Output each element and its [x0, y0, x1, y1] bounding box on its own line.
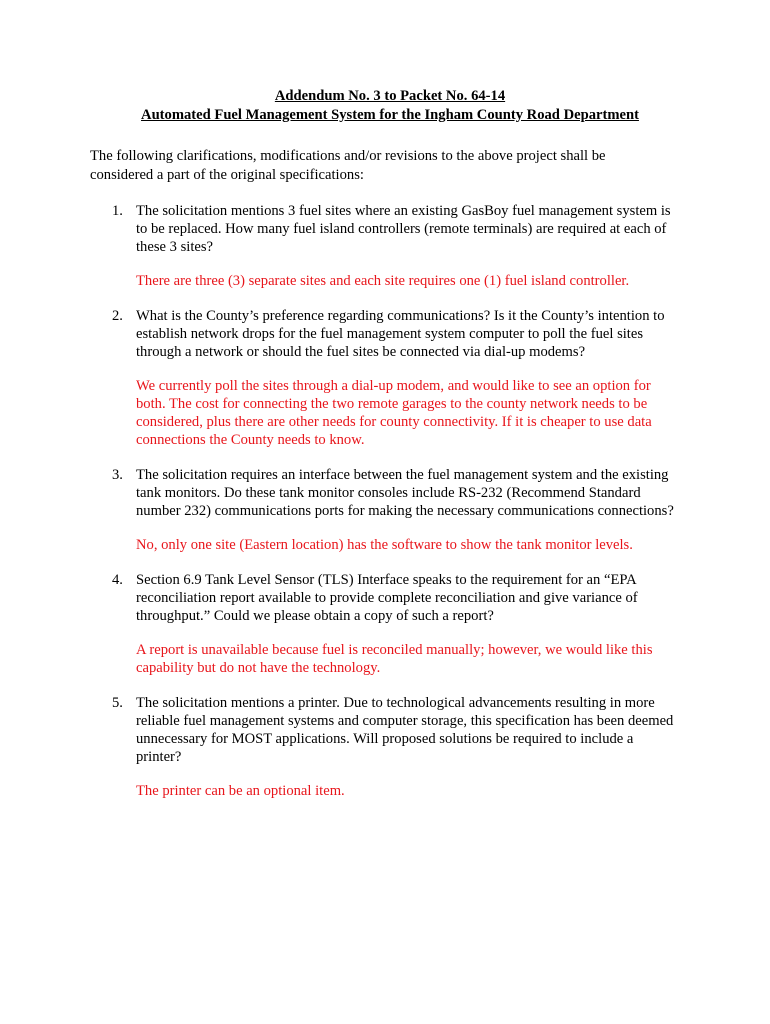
qa-item — [90, 202, 690, 290]
item-number: 3. — [112, 467, 123, 483]
qa-list — [90, 202, 690, 800]
project-title: Automated Fuel Management System for the Ingham County Road Department — [141, 107, 639, 123]
item-number: 5. — [112, 695, 123, 711]
intro-paragraph: The following clarifications, modifications and/or revisions to the above project shall be considered a part of the original specifications: — [90, 148, 606, 183]
document-page — [90, 87, 690, 817]
item-number: 1. — [112, 203, 123, 219]
question-text: The solicitation mentions a printer. Due to technological advancements resulting in more reliable fuel management systems and computer storage, this specification has been deemed unnecessary for MOST applications. Will proposed solutions be required to include a printer? — [136, 695, 674, 765]
qa-item — [90, 466, 690, 554]
item-number: 4. — [112, 572, 123, 588]
question-text: The solicitation requires an interface between the fuel management system and the existing tank monitors. Do these tank monitor consoles include RS-232 (Recommend Standard number 232) communications ports for making the necessary communications connections? — [136, 467, 674, 519]
question-text: Section 6.9 Tank Level Sensor (TLS) Interface speaks to the requirement for an “EPA reconciliation report available to provide complete reconciliation and give variance of throughput.” Could we please obtain a copy of such a report? — [136, 572, 638, 624]
answer-text: A report is unavailable because fuel is reconciled manually; however, we would like this capability but do not have the technology. — [136, 642, 653, 676]
item-number: 2. — [112, 308, 123, 324]
answer-text: There are three (3) separate sites and each site requires one (1) fuel island controller. — [136, 273, 630, 289]
qa-item — [90, 307, 690, 449]
question-text: The solicitation mentions 3 fuel sites where an existing GasBoy fuel management system is to be replaced. How many fuel island controllers (remote terminals) are required at each of these 3 sites? — [136, 203, 671, 255]
answer-text: No, only one site (Eastern location) has the software to show the tank monitor levels. — [136, 537, 633, 553]
qa-item — [90, 694, 690, 800]
addendum-title: Addendum No. 3 to Packet No. 64-14 — [274, 88, 506, 104]
answer-text: The printer can be an optional item. — [136, 783, 345, 799]
qa-item — [90, 571, 690, 677]
answer-text: We currently poll the sites through a dial-up modem, and would like to see an option for both. The cost for connecting the two remote garages to the county network needs to be considered, plus there are other needs for county connectivity. If it is cheaper to use data connections the County needs to know. — [136, 378, 652, 448]
question-text: What is the County’s preference regarding communications? Is it the County’s intention to establish network drops for the fuel management system computer to poll the fuel sites through a network or should the fuel sites be connected via dial-up modems? — [136, 308, 665, 360]
